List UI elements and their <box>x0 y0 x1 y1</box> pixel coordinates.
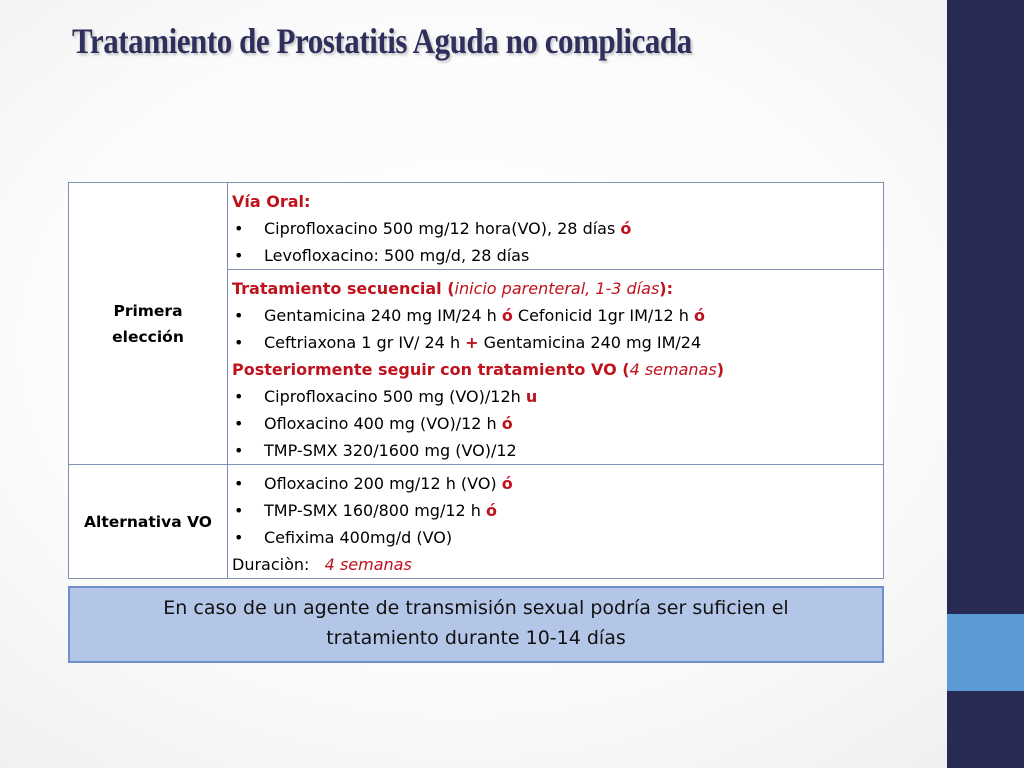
list-item <box>232 302 883 329</box>
note-line1: En caso de un agente de transmisión sexual podría ser suficien el <box>163 597 789 619</box>
heading-italic: inicio parenteral, 1-3 días <box>454 279 660 298</box>
conjunction: ó <box>620 219 632 238</box>
drug-text: Ceftriaxona 1 gr IV/ 24 h <box>264 333 466 352</box>
bullet: • <box>234 414 244 433</box>
slide-title: Tratamiento de Prostatitis Aguda no complicada <box>72 21 692 61</box>
drug-text: TMP-SMX 160/800 mg/12 h <box>264 501 487 520</box>
list-item <box>232 215 883 242</box>
heading-italic: 4 semanas <box>629 360 717 379</box>
drug-text: Cefonicid 1gr IM/12 h <box>512 306 694 325</box>
heading-text: Tratamiento secuencial ( <box>232 279 455 298</box>
duration-line <box>232 551 883 578</box>
note-line2: tratamiento durante 10-14 días <box>326 627 626 649</box>
duration-label: Duraciòn: <box>232 555 325 574</box>
list-item <box>232 524 883 551</box>
list-item <box>232 437 883 464</box>
secuencial-heading <box>232 275 883 302</box>
bullet: • <box>234 306 244 325</box>
heading-text: ) <box>716 360 724 379</box>
conjunction: ó <box>486 501 498 520</box>
list-item <box>232 242 883 269</box>
list-item <box>232 329 883 356</box>
conjunction: ó <box>501 306 513 325</box>
via-oral-cell <box>228 183 884 270</box>
heading-text: Posteriormente seguir con tratamiento VO ( <box>232 360 630 379</box>
bullet: • <box>234 528 244 547</box>
conjunction: + <box>465 333 479 352</box>
drug-text: Levofloxacino: 500 mg/d, 28 días <box>264 246 530 265</box>
bullet: • <box>234 501 244 520</box>
bullet: • <box>234 441 244 460</box>
heading-text: ): <box>659 279 673 298</box>
drug-text: Ciprofloxacino 500 mg (VO)/12h <box>264 387 526 406</box>
bullet: • <box>234 387 244 406</box>
alternativa-vo-label: Alternativa VO <box>69 465 228 579</box>
conjunction: ó <box>694 306 705 325</box>
drug-text: Gentamicina 240 mg IM/24 <box>478 333 702 352</box>
conjunction: u <box>525 387 538 406</box>
posteriormente-heading <box>232 356 883 383</box>
drug-text: Ciprofloxacino 500 mg/12 hora(VO), 28 días <box>264 219 621 238</box>
drug-text: TMP-SMX 320/1600 mg (VO)/12 <box>264 441 517 460</box>
secuencial-cell <box>228 270 884 465</box>
duration-value: 4 semanas <box>324 555 412 574</box>
treatment-table <box>68 182 884 579</box>
via-oral-heading: Vía Oral: <box>232 192 311 211</box>
table-row <box>69 183 884 270</box>
bullet: • <box>234 246 244 265</box>
table-row <box>69 465 884 579</box>
bullet: • <box>234 333 244 352</box>
list-item <box>232 410 883 437</box>
conjunction: ó <box>501 474 513 493</box>
drug-text: Cefixima 400mg/d (VO) <box>264 528 453 547</box>
primera-eleccion-label <box>69 183 228 465</box>
note-box <box>68 586 884 663</box>
drug-text: Ofloxacino 400 mg (VO)/12 h <box>264 414 502 433</box>
bullet: • <box>234 219 244 238</box>
list-item <box>232 497 883 524</box>
primera-label-line1: Primera <box>113 301 183 320</box>
list-item <box>232 470 883 497</box>
primera-label-line2: elección <box>112 327 184 346</box>
drug-text: Gentamicina 240 mg IM/24 h <box>264 306 502 325</box>
alternativa-cell <box>228 465 884 579</box>
list-item <box>232 383 883 410</box>
conjunction: ó <box>501 414 513 433</box>
sidebar-accent-block <box>947 614 1024 691</box>
drug-text: Ofloxacino 200 mg/12 h (VO) <box>264 474 502 493</box>
bullet: • <box>234 474 244 493</box>
